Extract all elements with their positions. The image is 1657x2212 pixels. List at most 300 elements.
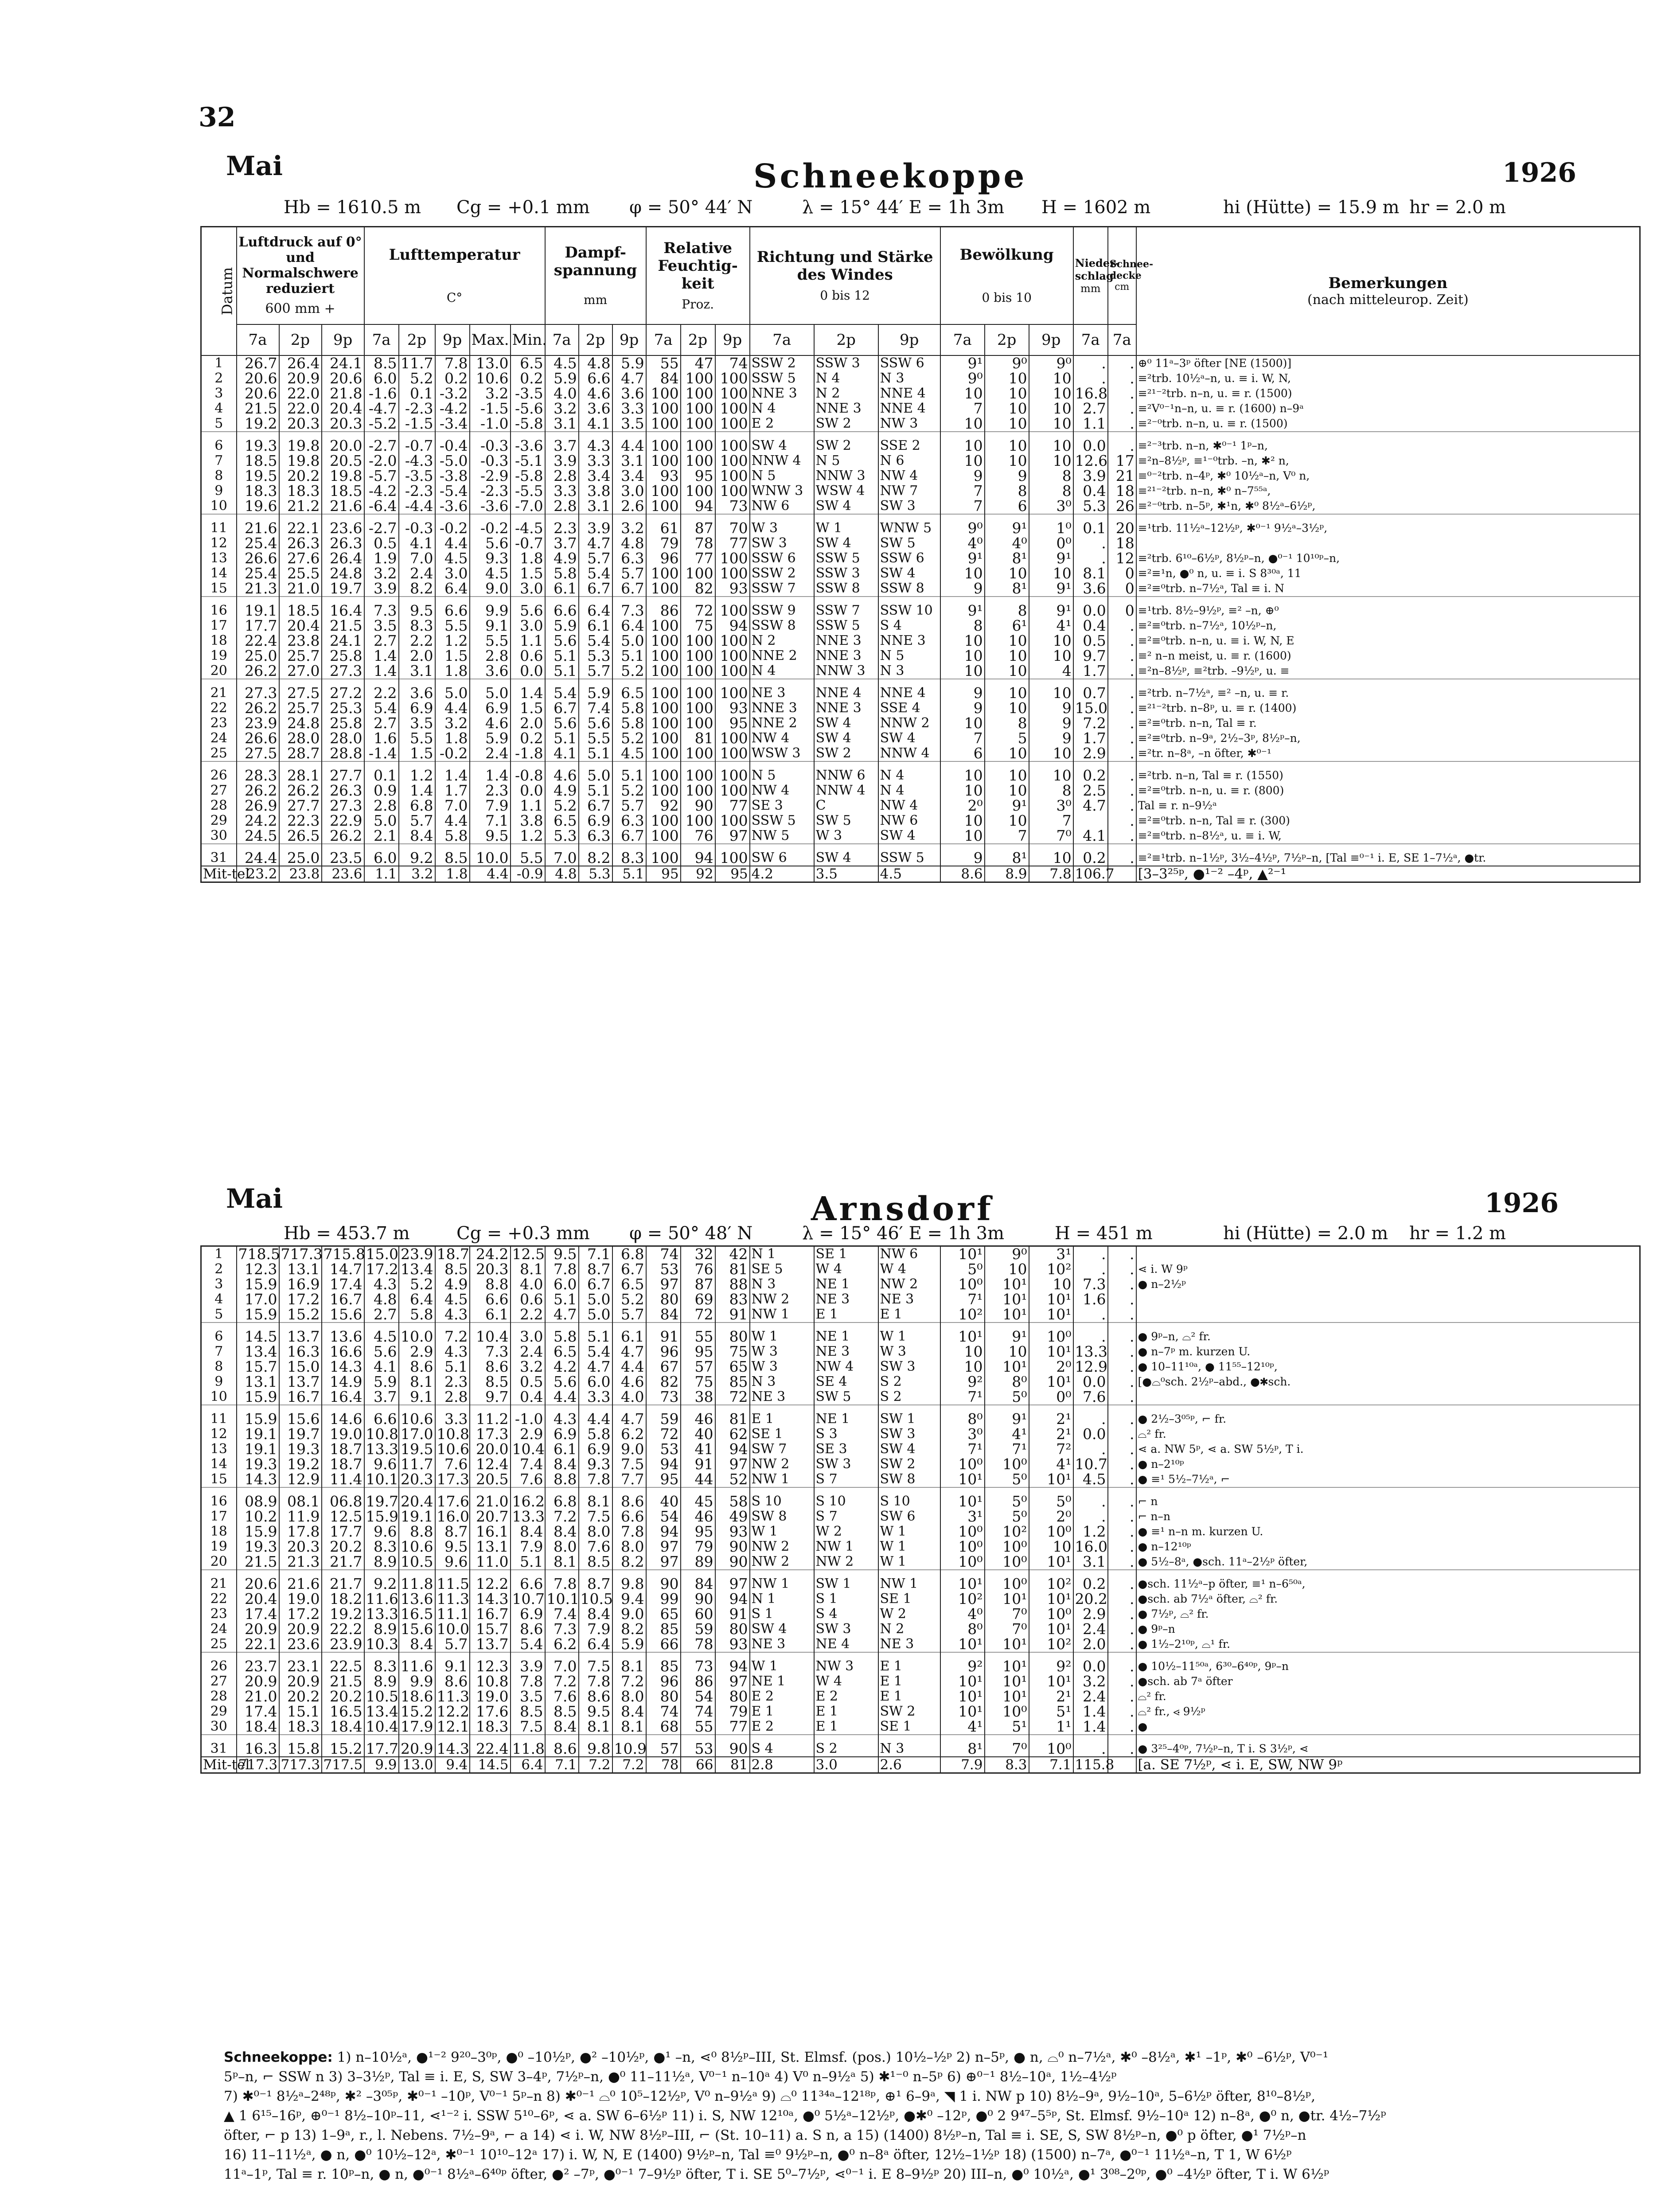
ak-cell-tmin: -1.0 [511,1405,545,1427]
sk-cell-t7: 6.0 [364,371,399,386]
ak-cell-t2: 20.9 [399,1735,435,1757]
sk-cell-f9: 95 [715,866,750,882]
sk-cell-day: 23 [201,716,237,731]
sk-cell-b7: 7 [940,731,985,746]
ak-cell-t7: 17.7 [364,1735,399,1757]
ak-cell-precip: . [1073,1405,1108,1427]
ak-cell-snow: . [1108,1674,1136,1689]
sk-cell-f9: 100 [715,416,750,432]
sk-cell-day: Mit-tel [201,866,237,882]
sk-cell-p2: 28.7 [279,746,322,761]
ak-cell-f2: 54 [681,1689,715,1704]
sk-cell-d7: 5.6 [545,716,579,731]
ak-day-row [201,1607,1640,1622]
ak-cell-t9: 2.3 [435,1374,470,1389]
sk-cell-snow: . [1108,371,1136,386]
ak-cell-snow: . [1108,1570,1136,1592]
ak-cell-tmin: 0.5 [511,1374,545,1389]
sk-cell-t2: -3.5 [399,468,435,484]
sk-cell-b9: 7⁰ [1029,828,1073,844]
sk-cell-t2: 8.4 [399,828,435,844]
sk-cell-f2: 100 [681,716,715,731]
sk-cell-d2: 3.3 [579,453,612,468]
ak-cell-f7: 97 [646,1554,681,1570]
sk-cell-p7: 27.5 [237,746,279,761]
sk-cell-f9: 93 [715,701,750,716]
ak-cell-snow: . [1108,1622,1136,1637]
ak-cell-w7: NE 3 [750,1637,814,1652]
ak-cell-snow: . [1108,1457,1136,1472]
sk-cell-tmax: -3.6 [470,499,511,514]
sk-cell-t9: -5.0 [435,453,470,468]
sk-cell-d2: 5.1 [579,746,612,761]
ak-cell-day: 23 [201,1607,237,1622]
sk-cell-d9: 3.4 [612,468,646,484]
sk-cell-t7: 2.8 [364,798,399,813]
ak-cell-b7: 9² [940,1374,985,1389]
sk-cell-tmin: -5.8 [511,468,545,484]
sk-cell-d2: 3.9 [579,514,612,536]
ak-cell-t9: 11.1 [435,1607,470,1622]
sk-cell-t7: 1.1 [364,866,399,882]
ak-cell-tmin: 8.4 [511,1524,545,1539]
ak-cell-d7: 6.5 [545,1344,579,1359]
ak-cell-d7: 5.1 [545,1292,579,1307]
ak-cell-t9: 9.1 [435,1652,470,1674]
sk-cell-snow: . [1108,663,1136,679]
ak-cell-b9: 10¹ [1029,1674,1073,1689]
ak-cell-w7: SW 8 [750,1509,814,1524]
ak-cell-d7: 5.6 [545,1374,579,1389]
ak-cell-b9: 4¹ [1029,1457,1073,1472]
ak-cell-b9: 2¹ [1029,1689,1073,1704]
sk-cell-remark: ≡²n–8½ᵖ, ≡²trb. –9½ᵖ, u. ≡ [1136,663,1640,679]
ak-cell-w7: E 1 [750,1405,814,1427]
ak-cell-f7: 80 [646,1689,681,1704]
ak-cell-t9: 2.8 [435,1389,470,1405]
ak-cell-d2: 5.0 [579,1307,612,1323]
sk-cell-t2: 6.9 [399,701,435,716]
sk-cell-w2: SW 5 [814,813,878,828]
ak-cell-f2: 55 [681,1719,715,1735]
sk-cell-t7: 2.1 [364,828,399,844]
sk-cell-p7: 24.4 [237,844,279,866]
sk-cell-tmax: 4.6 [470,716,511,731]
ak-cell-f9: 52 [715,1472,750,1487]
sk-cell-p2: 18.5 [279,597,322,618]
sk-cell-t9: -0.4 [435,432,470,453]
ak-cell-t7: 5.9 [364,1374,399,1389]
sk-cell-f9: 100 [715,484,750,499]
sk-cell-t7: -5.2 [364,416,399,432]
sk-cell-tmax: 5.6 [470,536,511,551]
ak-cell-p9: 14.7 [322,1262,364,1277]
sk-cell-remark: Tal ≡ r. n–9½ᵃ [1136,798,1640,813]
sk-sub-d2: 2p [579,324,612,355]
ak-cell-precip: 10.7 [1073,1457,1108,1472]
sk-cell-day: 13 [201,551,237,566]
sk-cell-remark: ≡²tr. n–8ᵃ, –n öfter, ✱⁰⁻¹ [1136,746,1640,761]
sk-cell-p9: 26.4 [322,551,364,566]
sk-cell-precip: 15.0 [1073,701,1108,716]
ak-cell-d2: 8.6 [579,1689,612,1704]
sk-cell-f2: 77 [681,551,715,566]
sk-cell-w2: C [814,798,878,813]
ak-day-row [201,1442,1640,1457]
ak-cell-t2: 13.6 [399,1592,435,1607]
ak-cell-f7: 78 [646,1757,681,1773]
sk-cell-t7: 0.5 [364,536,399,551]
sk-cell-remark: ≡¹trb. 11½ᵃ–12½ᵖ, ✱⁰⁻¹ 9½ᵃ–3½ᵖ, [1136,514,1640,536]
ak-cell-snow: . [1108,1472,1136,1487]
sk-cell-snow: 0 [1108,581,1136,597]
ak-cell-b2: 10⁰ [985,1554,1029,1570]
ak-cell-t9: 12.1 [435,1719,470,1735]
ak-cell-w9: SW 2 [878,1704,940,1719]
ak-cell-p2: 21.6 [279,1570,322,1592]
ak-cell-tmax: 16.1 [470,1524,511,1539]
sk-cell-w7: SSW 5 [750,371,814,386]
ak-cell-tmin: 10.4 [511,1442,545,1457]
sk-cell-p2: 23.8 [279,866,322,882]
ak-cell-w7: SE 1 [750,1427,814,1442]
ak-day-row [201,1246,1640,1262]
ak-cell-p2: 19.3 [279,1442,322,1457]
ak-cell-w7: N 1 [750,1246,814,1262]
sk-cell-p7: 19.2 [237,416,279,432]
ak-cell-d2: 8.7 [579,1570,612,1592]
ak-cell-d9: 5.9 [612,1637,646,1652]
ak-cell-w9: E 1 [878,1689,940,1704]
sk-cell-d9: 6.5 [612,679,646,701]
sk-cell-p2: 20.9 [279,371,322,386]
sk-day-row [201,828,1640,844]
sk-cell-b7: 7 [940,484,985,499]
sk-cell-d9: 5.2 [612,663,646,679]
sk-cell-t9: 3.2 [435,716,470,731]
sk-const-phi: φ = 50° 44′ N [629,197,753,218]
sk-cell-day: 16 [201,597,237,618]
ak-cell-p2: 15.1 [279,1704,322,1719]
sk-cell-f9: 100 [715,761,750,783]
sk-cell-t2: 0.1 [399,386,435,401]
ak-cell-tmax: 21.0 [470,1487,511,1509]
ak-cell-p9: 18.7 [322,1442,364,1457]
ak-cell-w2: NW 4 [814,1359,878,1374]
sk-cell-tmax: 4.5 [470,566,511,581]
sk-cell-b9: 10 [1029,416,1073,432]
sk-cell-b2: 10 [985,813,1029,828]
ak-cell-p2: 19.2 [279,1457,322,1472]
ak-const-lambda: λ = 15° 46′ E = 1h 3m [802,1223,1005,1244]
sk-cell-f2: 100 [681,746,715,761]
sk-cell-f2: 100 [681,701,715,716]
ak-cell-b2: 10¹ [985,1637,1029,1652]
ak-cell-w9: E 1 [878,1307,940,1323]
ak-cell-tmax: 8.6 [470,1359,511,1374]
sk-cell-d7: 7.0 [545,844,579,866]
ak-day-row [201,1570,1640,1592]
ak-cell-b7: 10² [940,1307,985,1323]
sk-cell-t9: 1.5 [435,648,470,663]
ak-const-h: H = 451 m [1055,1223,1153,1244]
sk-cell-b7: 10 [940,648,985,663]
ak-cell-d7: 7.2 [545,1509,579,1524]
ak-cell-f2: 46 [681,1509,715,1524]
sk-cell-tmax: 4.4 [470,866,511,882]
sk-cell-w7: WNW 3 [750,484,814,499]
sk-cell-w7: E 2 [750,416,814,432]
sk-cell-d2: 5.0 [579,761,612,783]
ak-cell-f9: 90 [715,1539,750,1554]
ak-cell-precip: . [1073,1735,1108,1757]
ak-cell-t9: 10.0 [435,1622,470,1637]
sk-cell-w2: SSW 5 [814,618,878,633]
ak-cell-snow: . [1108,1719,1136,1735]
sk-cell-snow: 17 [1108,453,1136,468]
sk-cell-b7: 9⁰ [940,514,985,536]
ak-cell-precip: 7.6 [1073,1389,1108,1405]
ak-cell-t2: 19.1 [399,1509,435,1524]
ak-cell-t9: 9.5 [435,1539,470,1554]
ak-cell-p2: 13.7 [279,1374,322,1389]
ak-cell-d7: 8.8 [545,1472,579,1487]
ak-cell-f9: 72 [715,1389,750,1405]
ak-cell-tmax: 20.0 [470,1442,511,1457]
sk-cell-p2: 21.2 [279,499,322,514]
sk-cell-d2: 3.1 [579,499,612,514]
sk-cell-tmin: -5.1 [511,453,545,468]
sk-cell-p7: 19.1 [237,597,279,618]
sk-cell-snow: . [1108,746,1136,761]
ak-station-title: Arnsdorf [811,1190,994,1228]
sk-cell-p9: 21.8 [322,386,364,401]
ak-cell-b7: 7¹ [940,1292,985,1307]
ak-cell-d9: 4.7 [612,1344,646,1359]
sk-sub-max: Max. [470,324,511,355]
sk-cell-t9: -3.6 [435,499,470,514]
ak-cell-tmax: 18.3 [470,1719,511,1735]
sk-cell-tmax: 9.3 [470,551,511,566]
sk-cell-f9: 73 [715,499,750,514]
sk-cell-f2: 100 [681,386,715,401]
ak-cell-snow: . [1108,1735,1136,1757]
sk-cell-precip: . [1073,551,1108,566]
ak-cell-precip: 0.0 [1073,1374,1108,1389]
sk-cell-tmax: 10.6 [470,371,511,386]
ak-cell-d9: 8.0 [612,1539,646,1554]
sk-cell-tmin: -1.8 [511,746,545,761]
ak-day-row [201,1487,1640,1509]
sk-cell-p7: 17.7 [237,618,279,633]
ak-cell-f9: 77 [715,1719,750,1735]
sk-day-row [201,536,1640,551]
ak-cell-d2: 10.5 [579,1592,612,1607]
sk-cell-tmax: -0.2 [470,514,511,536]
sk-cell-f7: 100 [646,618,681,633]
ak-cell-d7: 6.1 [545,1442,579,1457]
ak-cell-snow: . [1108,1689,1136,1704]
ak-cell-b2: 10¹ [985,1359,1029,1374]
sk-cell-d7: 3.3 [545,484,579,499]
sk-cell-d7: 4.0 [545,386,579,401]
sk-cell-b2: 10 [985,648,1029,663]
sk-cell-f9: 100 [715,401,750,416]
ak-cell-d7: 8.4 [545,1524,579,1539]
sk-cell-day: 18 [201,633,237,648]
sk-cell-t7: 7.3 [364,597,399,618]
ak-cell-w9: W 1 [878,1323,940,1344]
sk-cell-b7: 10 [940,828,985,844]
ak-cell-d7: 7.0 [545,1652,579,1674]
sk-cell-d7: 4.8 [545,866,579,882]
sk-cell-b2: 10 [985,453,1029,468]
sk-cell-day: 12 [201,536,237,551]
ak-cell-f9: 79 [715,1704,750,1719]
sk-cell-tmax: 9.5 [470,828,511,844]
ak-cell-b2: 10 [985,1262,1029,1277]
sk-cell-b7: 9 [940,581,985,597]
ak-cell-p9: 16.7 [322,1292,364,1307]
ak-cell-t9: 4.9 [435,1277,470,1292]
ak-cell-precip: . [1073,1323,1108,1344]
sk-cell-d9: 5.7 [612,566,646,581]
sk-cell-w7: SW 4 [750,432,814,453]
sk-cell-b2: 10 [985,746,1029,761]
sk-cell-remark: ≡²≡⁰trb. n–7½ᵃ, Tal ≡ i. N [1136,581,1640,597]
sk-cell-precip: 3.6 [1073,581,1108,597]
ak-cell-b7: 8⁰ [940,1622,985,1637]
ak-cell-snow: . [1108,1374,1136,1389]
sk-cell-p2: 27.5 [279,679,322,701]
sk-cell-w9: SSW 6 [878,551,940,566]
sk-cell-w2: 3.5 [814,866,878,882]
ak-cell-t2: 10.0 [399,1323,435,1344]
ak-cell-tmin: 6.4 [511,1757,545,1773]
ak-cell-d7: 4.7 [545,1307,579,1323]
ak-cell-b9: 3¹ [1029,1246,1073,1262]
ak-cell-b2: 10¹ [985,1652,1029,1674]
sk-sub-t7: 7a [364,324,399,355]
sk-cell-w9: NW 4 [878,798,940,813]
sk-cell-f2: 94 [681,499,715,514]
sk-cell-precip: 106.7 [1073,866,1108,882]
ak-cell-day: 25 [201,1637,237,1652]
sk-cell-d2: 7.4 [579,701,612,716]
ak-cell-d9: 8.2 [612,1554,646,1570]
ak-cell-w2: S 7 [814,1509,878,1524]
sk-cell-t2: 1.4 [399,783,435,798]
ak-cell-d9: 7.7 [612,1472,646,1487]
sk-cell-t7: -2.7 [364,432,399,453]
ak-cell-p2: 21.3 [279,1554,322,1570]
ak-cell-b9: 0⁰ [1029,1389,1073,1405]
ak-cell-p9: 17.4 [322,1277,364,1292]
ak-cell-b7: 10¹ [940,1704,985,1719]
sk-cell-p9: 24.1 [322,633,364,648]
ak-cell-tmin: 16.2 [511,1487,545,1509]
ak-cell-w2: SE 3 [814,1442,878,1457]
ak-cell-precip: . [1073,1246,1108,1262]
sk-cell-f9: 100 [715,746,750,761]
sk-cell-b2: 6¹ [985,618,1029,633]
sk-table-body [201,355,1640,882]
ak-cell-f7: 74 [646,1246,681,1262]
ak-cell-d9: 8.1 [612,1719,646,1735]
ak-cell-p2: 13.7 [279,1323,322,1344]
sk-cell-d2: 6.7 [579,581,612,597]
sk-cell-b7: 9¹ [940,355,985,371]
sk-sub-t2: 2p [399,324,435,355]
ak-cell-b9: 10¹ [1029,1344,1073,1359]
ak-cell-t2: 8.1 [399,1374,435,1389]
ak-cell-b2: 10² [985,1524,1029,1539]
ak-cell-day: 6 [201,1323,237,1344]
sk-cell-b9: 9 [1029,731,1073,746]
ak-cell-b7: 9² [940,1652,985,1674]
sk-cell-day: 27 [201,783,237,798]
sk-cell-w9: NW 6 [878,813,940,828]
ak-cell-t7: 4.1 [364,1359,399,1374]
sk-cell-d9: 4.4 [612,432,646,453]
sk-cell-f7: 100 [646,484,681,499]
sk-cell-tmin: 5.6 [511,597,545,618]
sk-cell-remark: [3–3²⁵ᵖ, ●¹⁻² –4ᵖ, ▲²⁻¹ [1136,866,1640,882]
ak-cell-t7: 4.3 [364,1277,399,1292]
ak-cell-p9: 16.4 [322,1389,364,1405]
sk-cell-snow: 0 [1108,566,1136,581]
sk-cell-w2: SW 4 [814,716,878,731]
ak-cell-p7: 18.4 [237,1719,279,1735]
ak-cell-f2: 74 [681,1704,715,1719]
ak-cell-p2: 17.2 [279,1292,322,1307]
ak-cell-p7: 21.5 [237,1554,279,1570]
ak-day-row [201,1427,1640,1442]
ak-cell-day: 4 [201,1292,237,1307]
sk-cell-d2: 5.9 [579,679,612,701]
ak-year: 1926 [1485,1188,1559,1219]
ak-cell-day: 30 [201,1719,237,1735]
sk-cell-t2: 1.2 [399,761,435,783]
ak-cell-w9: W 1 [878,1524,940,1539]
sk-cell-w9: NW 7 [878,484,940,499]
ak-cell-p7: 19.1 [237,1442,279,1457]
sk-cell-d2: 5.1 [579,783,612,798]
ak-cell-snow: . [1108,1246,1136,1262]
sk-cell-tmin: -5.5 [511,484,545,499]
sk-cell-w9: NNE 3 [878,633,940,648]
ak-cell-w9: SW 1 [878,1405,940,1427]
ak-cell-d9: 6.8 [612,1246,646,1262]
ak-cell-t7: 17.2 [364,1262,399,1277]
sk-cell-tmax: 5.9 [470,731,511,746]
ak-cell-p7: 10.2 [237,1509,279,1524]
ak-cell-p2: 23.1 [279,1652,322,1674]
sk-cell-w2: SW 4 [814,844,878,866]
ak-cell-p7: 13.4 [237,1344,279,1359]
sk-cell-p9: 18.5 [322,484,364,499]
ak-cell-w9: SW 3 [878,1359,940,1374]
sk-cell-tmax: 7.1 [470,813,511,828]
sk-cell-t2: 2.2 [399,633,435,648]
sk-cell-w2: W 3 [814,828,878,844]
sk-cell-t9: 1.8 [435,866,470,882]
ak-cell-b9: 10² [1029,1570,1073,1592]
sk-cell-b2: 10 [985,679,1029,701]
ak-cell-snow: . [1108,1524,1136,1539]
sk-cell-b2: 8¹ [985,844,1029,866]
ak-cell-b9: 1¹ [1029,1719,1073,1735]
